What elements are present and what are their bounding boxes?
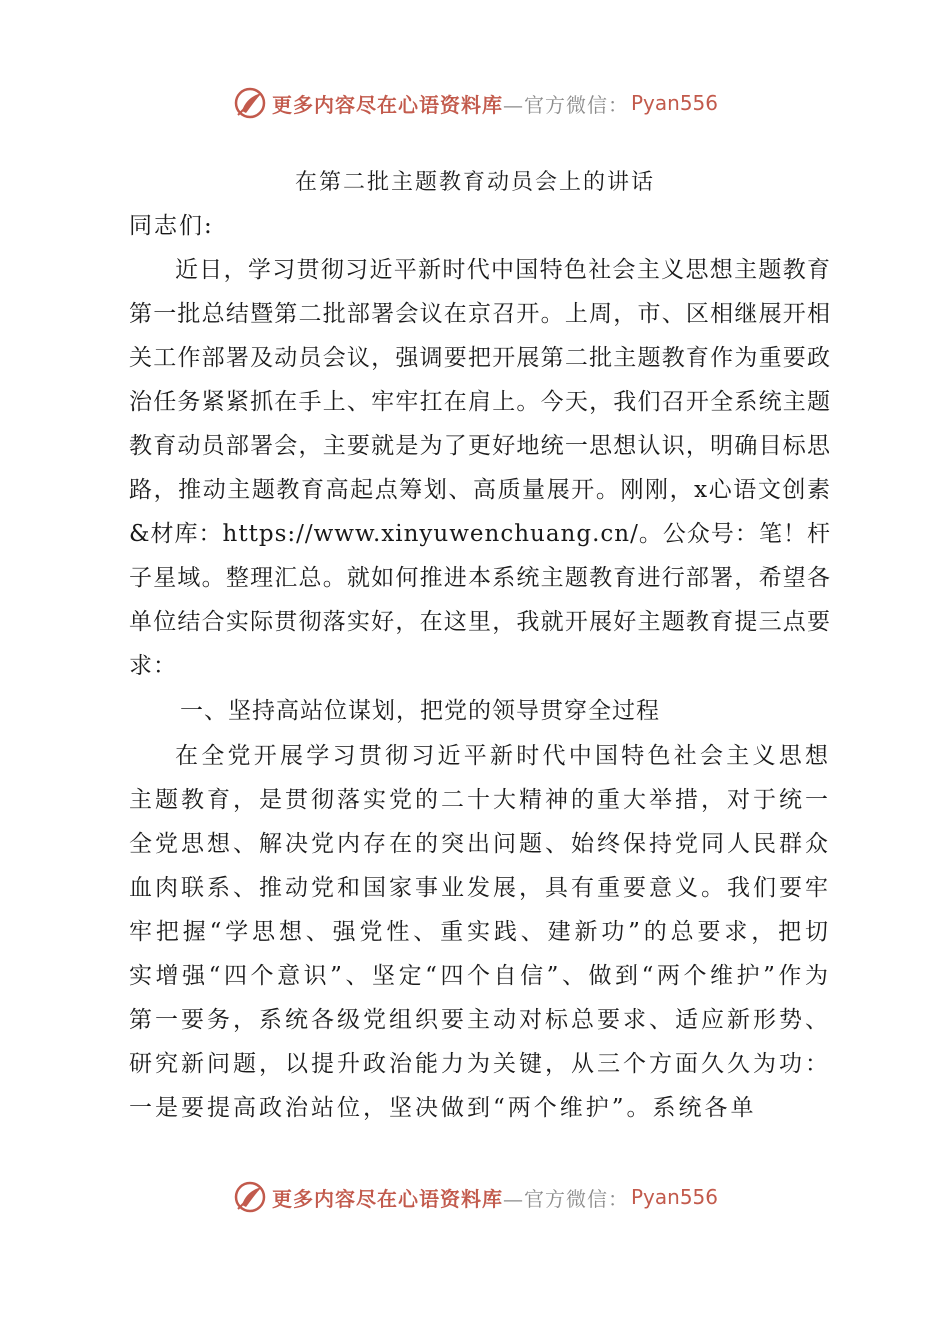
greeting: 同志们: [129, 213, 214, 239]
paragraph-intro: 近日，学习贯彻习近平新时代中国特色社会主义思想主题教育第一批总结暨第二批部署会议在京召开。上周，市、区相继展开相关工作部署及动员会议，强调要把开展第二批主题教育作为重要政治任务紧紧抓在手上、牢牢扛在肩上。今天，我们召开全系统主题教育动员部署会，主要就是为了更好地统一思想认识，明确目标思路，推动主题教育高起点筹划、高质量展开。刚刚，x心语文创素&材库：https://www.xinyuwenchuang.cn/。公众号：笔！杆子星域。整理汇总。就如何推进本系统主题教育进行部署，希望各单位结合实际贯彻落实好，在这里，我就开展好主题教育提三点要求： [129, 257, 831, 679]
paragraph-section-1: 在全党开展学习贯彻习近平新时代中国特色社会主义思想主题教育，是贯彻落实党的二十大精神的重大举措，对于统一全党思想、解决党内存在的突出问题、始终保持党同人民群众血肉联系、推动党和国家事业发展，具有重要意义。我们要牢牢把握“学思想、强党性、重实践、建新功”的总要求，把切实增强“四个意识”、坚定“四个自信”、做到“两个维护”作为第一要务，系统各级党组织要主动对标总要求、适应新形势、研究新问题，以提升政治能力为关键，从三个方面久久为功：一是要提高政治站位，坚决做到“两个维护”。系统各单 [129, 743, 831, 1121]
banner-wechat-id: Pyan556 [630, 91, 718, 115]
section-heading-1: 一、坚持高站位谋划，把党的领导贯穿全过程 [180, 698, 660, 724]
footer-watermark-banner [0, 1177, 950, 1217]
document-title: 在第二批主题教育动员会上的讲话 [294, 170, 655, 195]
banner-text: 更多内容尽在心语资料库 [271, 92, 503, 117]
banner-separator: —官方微信： [502, 92, 629, 117]
header-watermark-banner [0, 83, 950, 123]
banner-text: 更多内容尽在心语资料库 [271, 1186, 503, 1211]
banner-wechat-id: Pyan556 [630, 1185, 718, 1209]
brand-logo-icon [232, 85, 268, 121]
banner-separator: —官方微信： [502, 1186, 629, 1211]
brand-logo-icon [232, 1179, 268, 1215]
